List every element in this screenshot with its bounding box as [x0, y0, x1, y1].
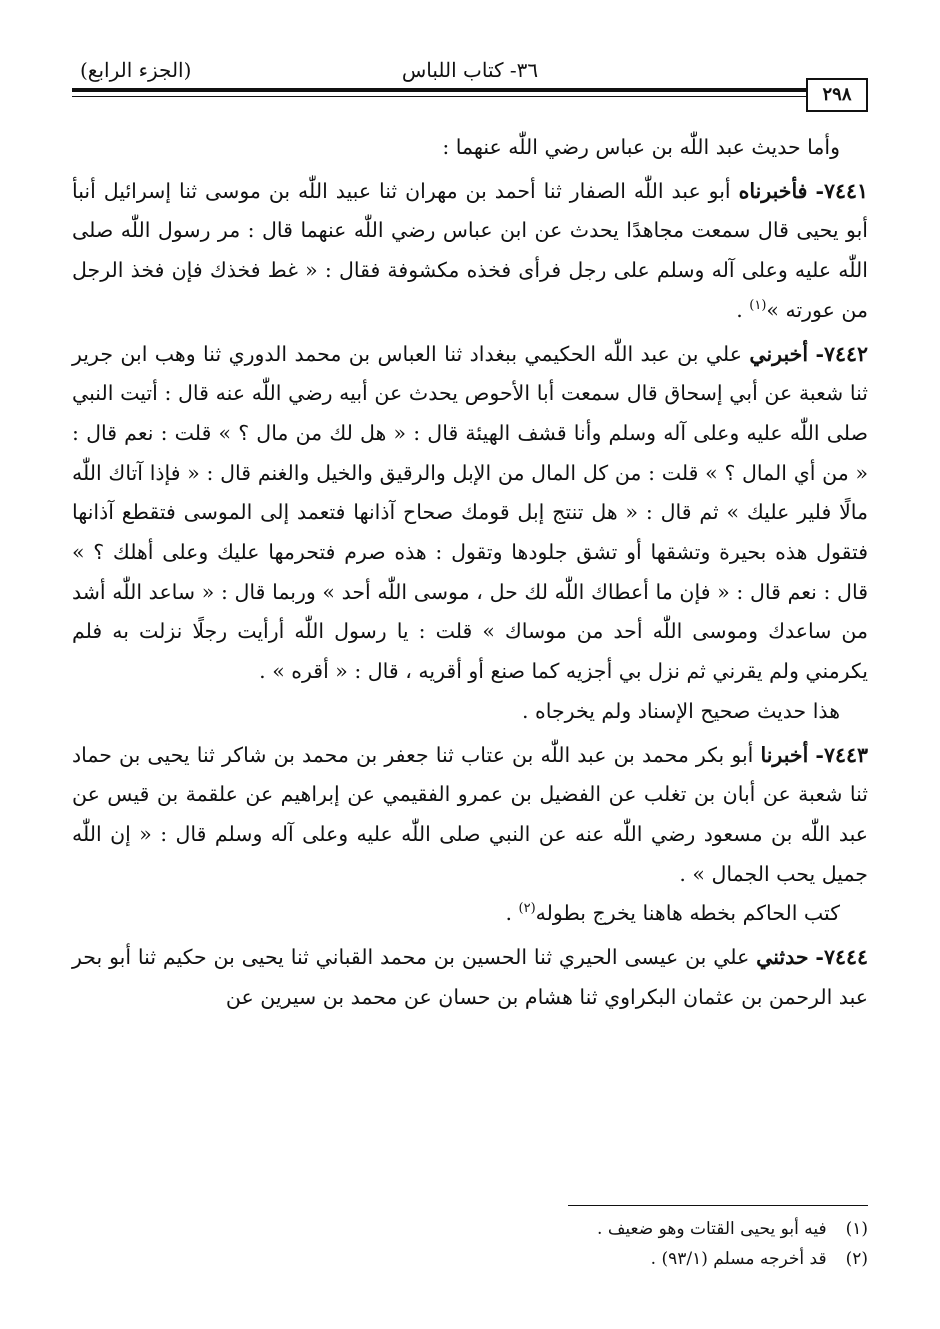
- footnote-number: (٢): [845, 1249, 868, 1269]
- hadith-number: ٧٤٤٣-: [815, 742, 868, 767]
- hadith-7443-comment: [72, 894, 868, 934]
- hadith-text: علي بن عبد اللّٰه الحكيمي ببغداد ثنا العباس بن محمد الدوري ثنا وهب ابن جرير ثنا شعبة عن أبي إسحاق قال سمعت أبا الأحوص يحدث عن أبيه رضي اللّٰه عنه قال : أتيت النبي صلى اللّٰه عليه وعلى آله وسلم وأنا قشف الهيئة قال : « هل لك من مال ؟ » قلت : نعم قال : « من أي المال ؟ » قلت : من كل المال من الإبل والرقيق والخيل والغنم قال : « فإذا آتاك اللّٰه مالًا فلير عليك » ثم قال : « هل تنتج إبل قومك صحاح آذانها فتعمد إلى الموسى فتقطع آذانها فتقول هذه بحيرة وتشقها أو تشق جلودها وتقول : هذه صرم فتحرمها عليك وعلى أهلك ؟ » قال : نعم قال : « فإن ما أعطاك اللّٰه لك حل ، موسى اللّٰه أحد » وربما قال : « ساعد اللّٰه أشد من ساعدك وموسى اللّٰه أحد من موساك » قلت : يا رسول اللّٰه أرأيت رجلًا نزلت به فلم يكرمني ولم يقرني ثم نزل بي أجزيه كما صنع أو أقريه ، قال : « أقره » .: [72, 341, 868, 684]
- footnote-separator: [568, 1205, 868, 1206]
- page-header: [72, 52, 868, 92]
- narration-verb: أخبرني: [749, 341, 809, 366]
- hadith-7441: [72, 172, 868, 331]
- footnote-1: [72, 1214, 868, 1244]
- hadith-number: ٧٤٤٤-: [815, 945, 868, 970]
- volume-label: (الجزء الرابع): [80, 58, 192, 82]
- narration-verb: حدثني: [756, 945, 809, 970]
- footnote-2: [72, 1244, 868, 1274]
- hadith-7444: [72, 938, 868, 1017]
- narration-verb: فأخبرناه: [738, 178, 808, 203]
- sentence-end: .: [736, 297, 750, 322]
- page-number: ٢٩٨: [806, 78, 868, 112]
- hadith-7442: [72, 335, 868, 692]
- footnote-text: فيه أبو يحيى القتات وهو ضعيف .: [597, 1219, 827, 1239]
- chapter-title: ٣٦- كتاب اللباس: [401, 58, 539, 82]
- footnotes: [72, 1214, 868, 1274]
- footnote-ref-2[interactable]: (٢): [518, 901, 536, 917]
- hadith-text: علي بن عيسى الحيري ثنا الحسين بن محمد القباني ثنا يحيى بن حكيم ثنا أبو بحر عبد الرحمن بن عثمان البكراوي ثنا هشام بن حسان عن محمد بن سيرين عن: [72, 945, 868, 1009]
- hadith-text: أبو بكر محمد بن عبد اللّٰه بن عتاب ثنا جعفر بن محمد بن شاكر ثنا يحيى بن حماد ثنا شعبة عن أبان بن تغلب عن الفضيل بن عمرو الفقيمي عن إبراهيم عن علقمة بن قيس عن عبد اللّٰه بن مسعود رضي اللّٰه عنه عن النبي صلى اللّٰه عليه وعلى آله وسلم قال : « إن اللّٰه جميل يحب الجمال » .: [72, 742, 868, 886]
- header-rule-thin: [72, 96, 868, 97]
- hadith-text: أبو عبد اللّٰه الصفار ثنا أحمد بن مهران ثنا عبيد اللّٰه بن موسى ثنا إسرائيل أنبأ أبو يحيى قال سمعت مجاهدًا يحدث عن ابن عباس رضي اللّٰه عنهما قال : مر رسول اللّٰه صلى اللّٰه عليه وعلى آله وسلم على رجل فرأى فخذه مكشوفة فقال : « غط فخذك فإن فخذ الرجل من عورته »: [72, 178, 868, 322]
- footnote-number: (١): [845, 1219, 868, 1239]
- sentence-end: .: [505, 901, 519, 926]
- hadith-7442-comment: هذا حديث صحيح الإسناد ولم يخرجاه .: [521, 698, 840, 723]
- hadith-number: ٧٤٤١-: [815, 178, 868, 203]
- intro-line: وأما حديث عبد اللّٰه بن عباس رضي اللّٰه عنهما :: [442, 135, 840, 159]
- header-rule-thick: [72, 88, 868, 92]
- narration-verb: أخبرنا: [760, 742, 809, 767]
- comment-text: كتب الحاكم بخطه هاهنا يخرج بطوله: [535, 901, 840, 926]
- hadith-7443: [72, 736, 868, 895]
- main-text: [72, 128, 868, 1017]
- footnote-ref-1[interactable]: (١): [749, 297, 767, 313]
- hadith-number: ٧٤٤٢-: [815, 341, 868, 366]
- footnote-text: قد أخرجه مسلم (٩٣/١) .: [650, 1249, 827, 1269]
